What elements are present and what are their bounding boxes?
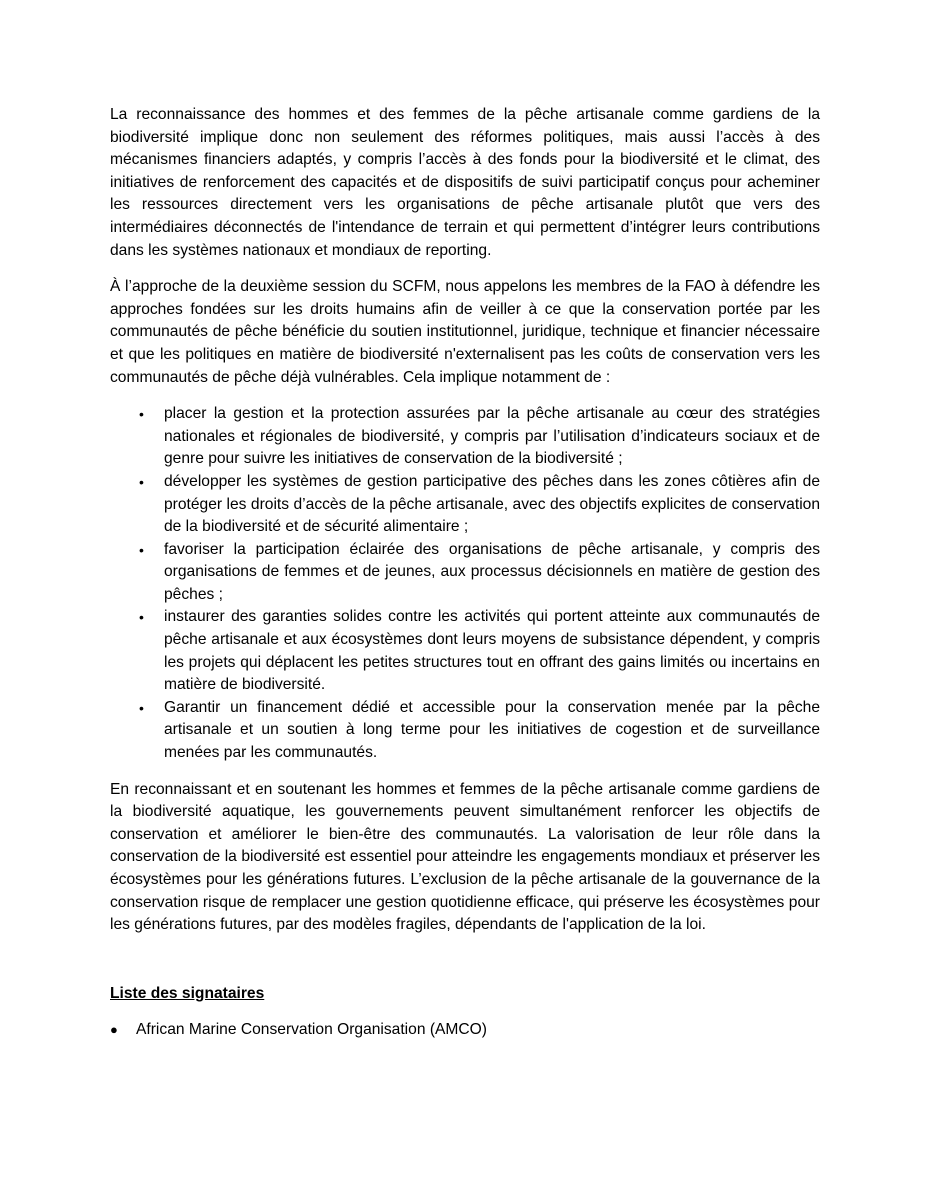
list-item-text: favoriser la participation éclairée des organisations de pêche artisanale, y compris des organisations de femmes et de jeunes, aux processus décisionnels en matière de gestion des pêches ; xyxy=(164,540,820,603)
bullet-marker: • xyxy=(139,699,144,716)
bullet-marker: • xyxy=(139,609,144,626)
bullet-marker: • xyxy=(139,406,144,423)
recommendations-list xyxy=(110,403,820,765)
paragraph-financing: La reconnaissance des hommes et des femmes de la pêche artisanale comme gardiens de la biodiversité implique donc non seulement des réformes politiques, mais aussi l’accès à des mécanismes financiers adaptés, y compris l’accès à des fonds pour la biodiversité et le climat, des initiatives de renforcement des capacités et de dispositifs de suivi participatif conçus pour acheminer les ressources directement vers les organisations de pêche artisanale plutôt que vers des intermédiaires déconnectés de l'intendance de terrain et qui permettent d’intégrer leurs contributions dans les systèmes nationaux et mondiaux de reporting. xyxy=(110,106,820,259)
list-item xyxy=(110,606,820,696)
list-item xyxy=(110,403,820,471)
signatory-name: African Marine Conservation Organisation (AMCO) xyxy=(136,1021,487,1039)
signatories-list xyxy=(110,1019,820,1042)
list-item-text: Garantir un financement dédié et accessible pour la conservation menée par la pêche artisanale et un soutien à long terme pour les initiatives de cogestion et de surveillance menées par les communautés. xyxy=(164,698,820,762)
list-item xyxy=(110,471,820,539)
paragraph-call-to-action: À l’approche de la deuxième session du SCFM, nous appelons les membres de la FAO à défendre les approches fondées sur les droits humains afin de veiller à ce que la conservation portée par les communautés de pêche bénéficie du soutien institutionnel, juridique, technique et financier nécessaire et que les politiques en matière de biodiversité n'externalisent pas les coûts de conservation vers les communautés de pêche déjà vulnérables. Cela implique notamment de : xyxy=(110,278,820,386)
bullet-marker: • xyxy=(139,541,144,558)
list-item xyxy=(110,539,820,607)
signatory-item xyxy=(110,1019,820,1042)
list-item xyxy=(110,697,820,765)
bullet-marker: ● xyxy=(110,1022,118,1038)
list-item-text: développer les systèmes de gestion participative des pêches dans les zones côtières afin de protéger les droits d’accès de la pêche artisanale, avec des objectifs explicites de conservation de la biodiversité et de sécurité alimentaire ; xyxy=(164,472,820,536)
paragraph-conclusion: En reconnaissant et en soutenant les hommes et femmes de la pêche artisanale comme gardiens de la biodiversité aquatique, les gouvernements peuvent simultanément renforcer les objectifs de conservation et améliorer le bien-être des communautés. La valorisation de leur rôle dans la conservation de la biodiversité est essentiel pour atteindre les engagements mondiaux et préserver les écosystèmes pour les générations futures. L’exclusion de la pêche artisanale de la gouvernance de la conservation risque de remplacer une gestion quotidienne efficace, qui préserve les écosystèmes pour les générations futures, par des modèles fragiles, dépendants de l'application de la loi. xyxy=(110,780,820,934)
list-item-text: placer la gestion et la protection assurées par la pêche artisanale au cœur des stratégies nationales et régionales de biodiversité, y compris par l’utilisation d’indicateurs sociaux et de genre pour suivre les initiatives de conservation de la biodiversité ; xyxy=(164,405,820,468)
list-item-text: instaurer des garanties solides contre les activités qui portent atteinte aux communautés de pêche artisanale et aux écosystèmes dont leurs moyens de subsistance dépendent, y compris les projets qui déplacent les petites structures tout en offrant des gains limités ou incertains en matière de biodiversité. xyxy=(164,608,820,694)
document-page xyxy=(110,104,820,1042)
signatories-heading: Liste des signataires xyxy=(110,984,265,1002)
bullet-marker: • xyxy=(139,473,144,490)
